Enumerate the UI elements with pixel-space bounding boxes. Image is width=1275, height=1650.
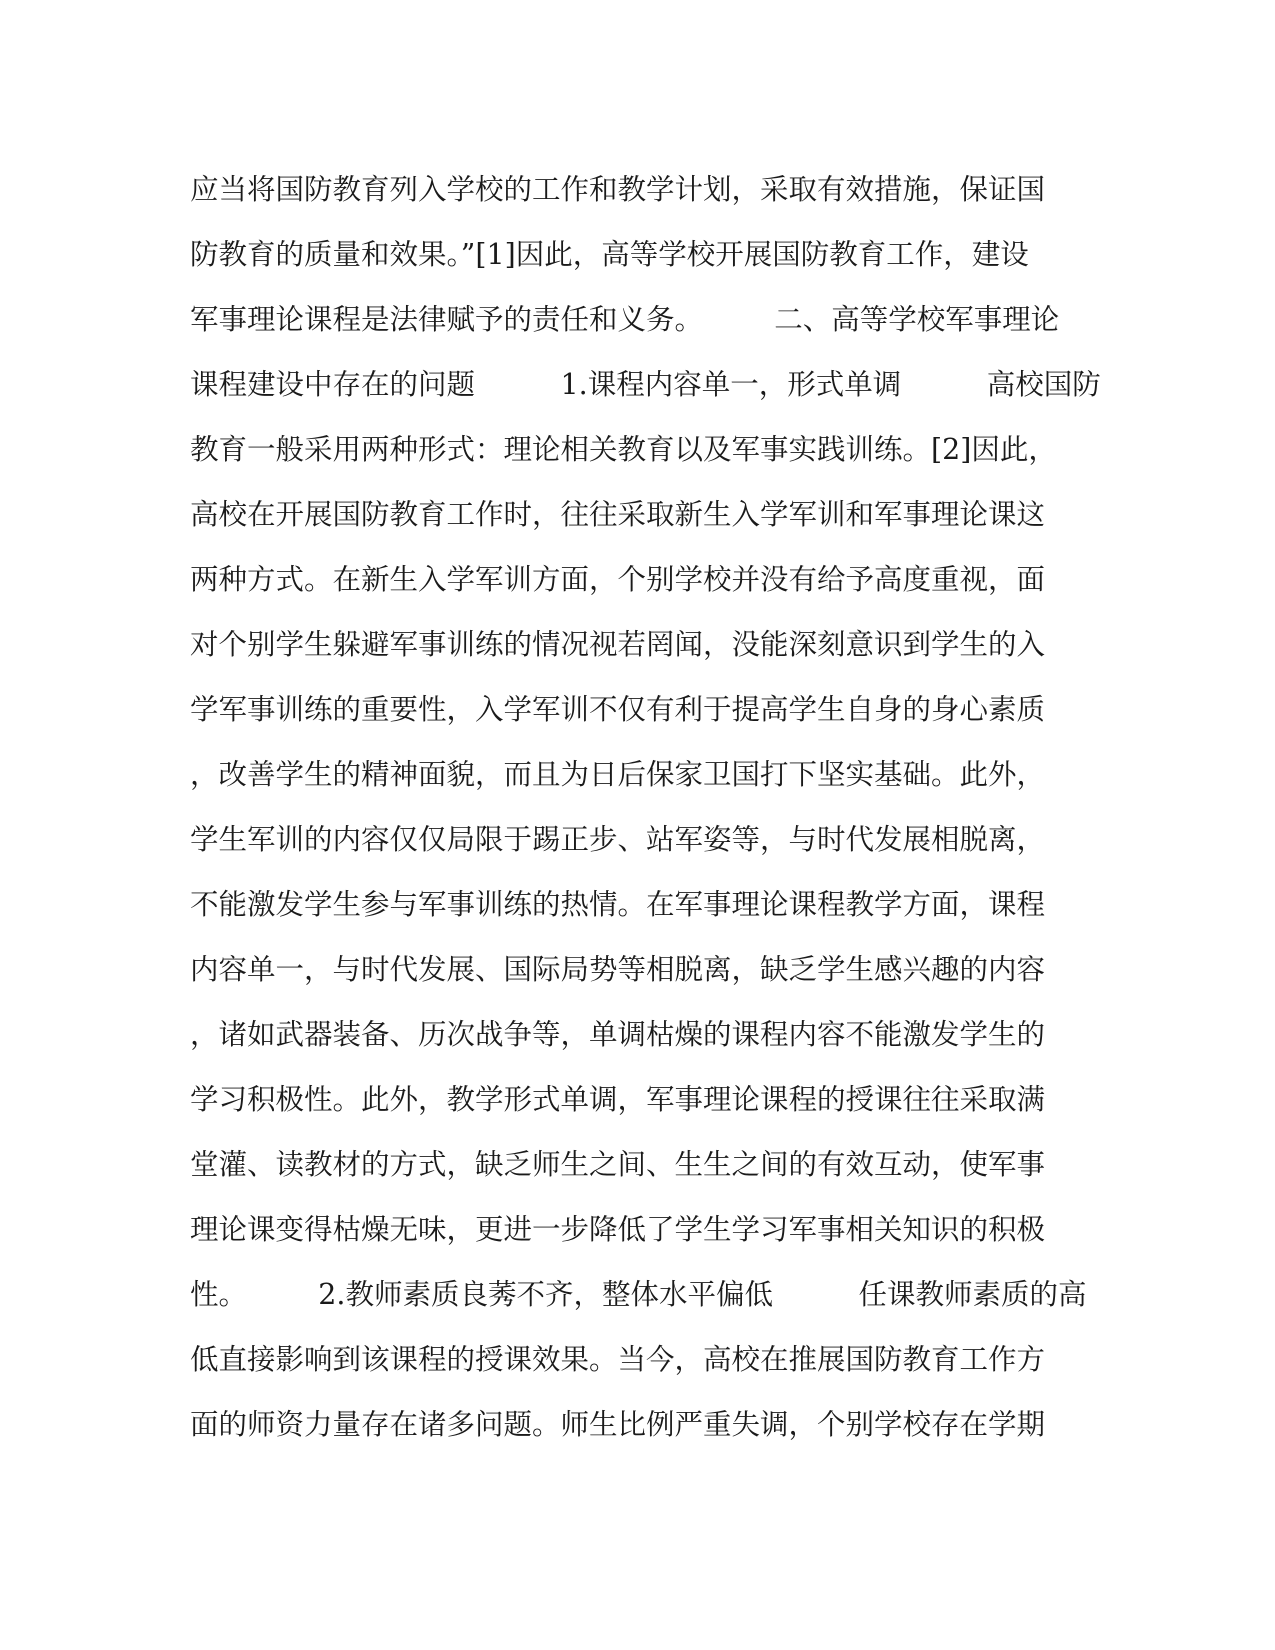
text-line: 教育一般采用两种形式：理论相关教育以及军事实践训练。[2]因此，	[190, 433, 1057, 466]
body-text	[190, 163, 1101, 1463]
text-line: 课程建设中存在的问题 1.课程内容单一，形式单调 高校国防	[190, 368, 1101, 401]
text-line: 军事理论课程是法律赋予的责任和义务。 二、高等学校军事理论	[190, 303, 1060, 336]
text-line: 不能激发学生参与军事训练的热情。在军事理论课程教学方面，课程	[190, 888, 1046, 921]
text-line: ，改善学生的精神面貌，而且为日后保家卫国打下坚实基础。此外，	[190, 758, 1046, 791]
text-line: 应当将国防教育列入学校的工作和教学计划，采取有效措施，保证国	[190, 173, 1046, 206]
text-line: 理论课变得枯燥无味，更进一步降低了学生学习军事相关知识的积极	[190, 1213, 1046, 1246]
text-line: 防教育的质量和效果。”[1]因此，高等学校开展国防教育工作，建设	[190, 238, 1029, 271]
text-line: 对个别学生躲避军事训练的情况视若罔闻，没能深刻意识到学生的入	[190, 628, 1046, 661]
text-line: 学生军训的内容仅仅局限于踢正步、站军姿等，与时代发展相脱离，	[190, 823, 1046, 856]
text-line: ，诸如武器装备、历次战争等，单调枯燥的课程内容不能激发学生的	[190, 1018, 1046, 1051]
text-line: 低直接影响到该课程的授课效果。当今，高校在推展国防教育工作方	[190, 1343, 1046, 1376]
text-line: 学习积极性。此外，教学形式单调，军事理论课程的授课往往采取满	[190, 1083, 1046, 1116]
text-line: 高校在开展国防教育工作时，往往采取新生入学军训和军事理论课这	[190, 498, 1046, 531]
text-line: 性。 2.教师素质良莠不齐，整体水平偏低 任课教师素质的高	[190, 1278, 1087, 1311]
text-line: 学军事训练的重要性，入学军训不仅有利于提高学生自身的身心素质	[190, 693, 1046, 726]
text-line: 堂灌、读教材的方式，缺乏师生之间、生生之间的有效互动，使军事	[190, 1148, 1046, 1181]
text-line: 面的师资力量存在诸多问题。师生比例严重失调，个别学校存在学期	[190, 1408, 1046, 1441]
text-line: 两种方式。在新生入学军训方面，个别学校并没有给予高度重视，面	[190, 563, 1046, 596]
text-line: 内容单一，与时代发展、国际局势等相脱离，缺乏学生感兴趣的内容	[190, 953, 1046, 986]
